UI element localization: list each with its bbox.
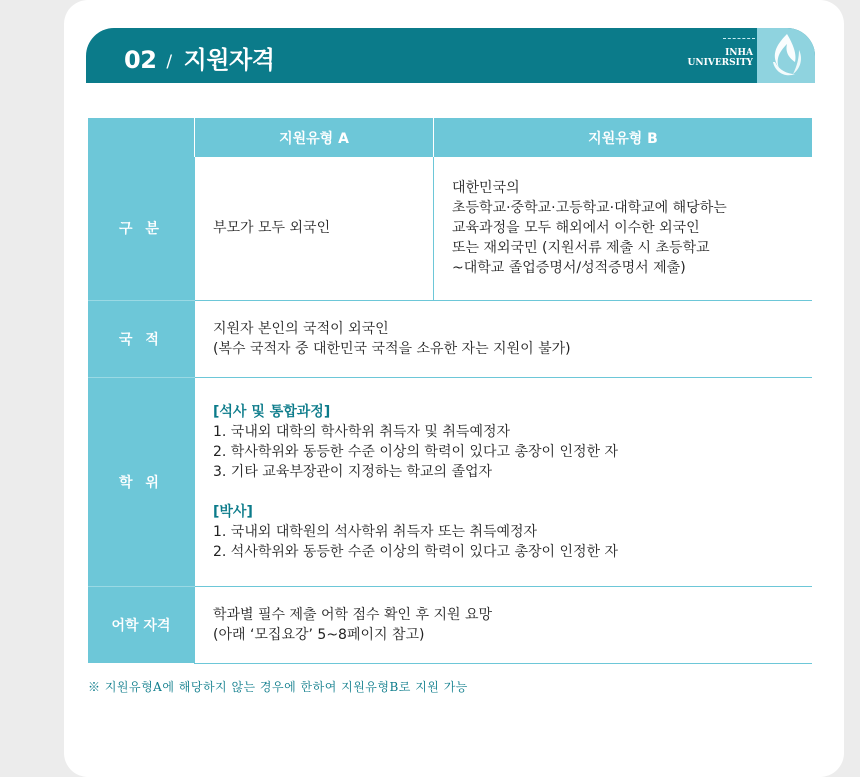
row-label-category: 구 분	[88, 157, 195, 300]
type-b-line: ~대학교 졸업증명서/성적증명서 제출)	[452, 260, 686, 277]
flame-logo-icon	[757, 28, 815, 83]
master-item: 3. 기타 교육부장관이 지정하는 학교의 졸업자	[213, 463, 493, 480]
footnote: ※ 지원유형A에 해당하지 않는 경우에 한하여 지원유형B로 지원 가능	[88, 680, 468, 694]
spacer	[213, 482, 812, 502]
nationality-line: (복수 국적자 중 대한민국 국적을 소유한 자는 지원이 불가)	[213, 340, 571, 357]
row-label-degree: 학 위	[88, 377, 195, 586]
phd-item: 1. 국내외 대학원의 석사학위 취득자 또는 취득예정자	[213, 523, 538, 540]
cell-type-a: 부모가 모두 외국인	[195, 157, 434, 300]
section-title-text: 지원자격	[183, 46, 275, 74]
section-number: 02	[124, 46, 157, 74]
table-row-language	[88, 586, 812, 663]
type-b-line: 또는 재외국민 (지원서류 제출 시 초등학교	[452, 240, 710, 257]
cell-nationality	[195, 300, 813, 377]
logo-divider	[723, 38, 755, 39]
master-heading: [석사 및 통합과정]	[213, 403, 331, 420]
language-line: 학과별 필수 제출 어학 점수 확인 후 지원 요망	[213, 606, 493, 623]
title-separator: /	[166, 52, 172, 72]
section-title	[124, 40, 274, 75]
section-banner	[86, 28, 815, 83]
cell-degree	[195, 377, 813, 586]
eligibility-table	[88, 118, 812, 664]
row-label-nationality: 국 적	[88, 300, 195, 377]
phd-item: 2. 석사학위와 동등한 수준 이상의 학력이 있다고 총장이 인정한 자	[213, 543, 619, 560]
nationality-line: 지원자 본인의 국적이 외국인	[213, 320, 389, 337]
type-b-line: 초등학교·중학교·고등학교·대학교에 해당하는	[452, 200, 727, 217]
type-b-line: 교육과정을 모두 해외에서 이수한 외국인	[452, 220, 700, 237]
language-line: (아래 ‘모집요강’ 5~8페이지 참고)	[213, 626, 425, 643]
logo-line-2: UNIVERSITY	[687, 58, 753, 68]
row-label-language: 어학 자격	[88, 586, 195, 663]
header-corner	[88, 118, 195, 157]
cell-language	[195, 586, 813, 663]
university-logo-text	[688, 48, 753, 68]
phd-heading: [박사]	[213, 503, 253, 520]
cell-type-b	[434, 157, 813, 300]
column-header-type-b: 지원유형 B	[434, 118, 813, 157]
column-header-type-a: 지원유형 A	[195, 118, 434, 157]
table-header-row	[88, 118, 812, 157]
master-item: 2. 학사학위와 동등한 수준 이상의 학력이 있다고 총장이 인정한 자	[213, 443, 619, 460]
master-item: 1. 국내외 대학의 학사학위 취득자 및 취득예정자	[213, 423, 511, 440]
logo-line-1: INHA	[725, 48, 753, 58]
table-row-degree	[88, 377, 812, 586]
table-row-nationality	[88, 300, 812, 377]
table-row-category	[88, 157, 812, 300]
type-b-line: 대한민국의	[452, 180, 520, 197]
